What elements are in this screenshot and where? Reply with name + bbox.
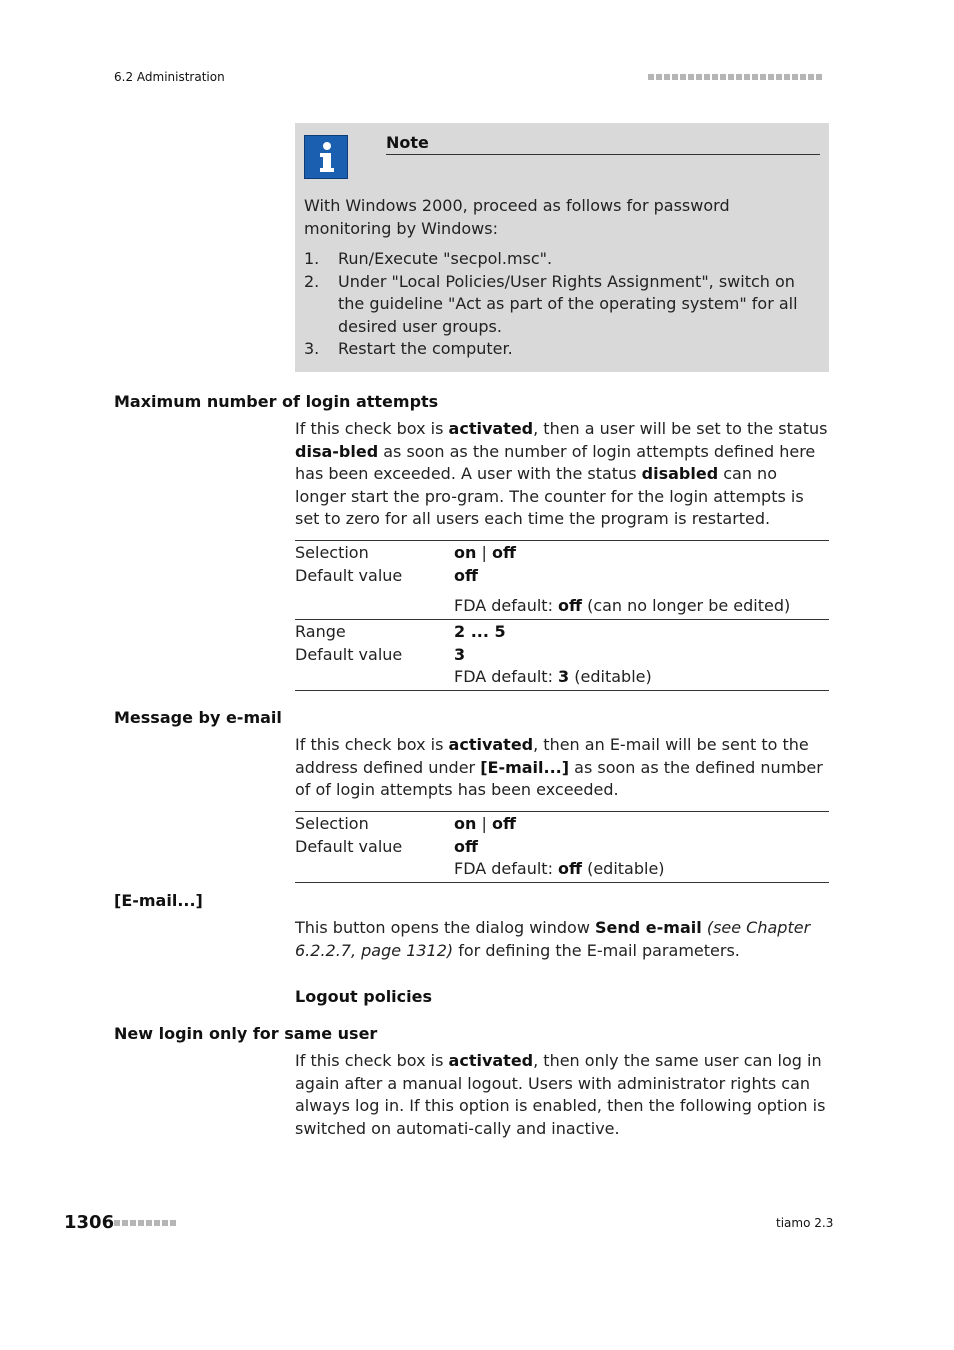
section-heading-new-login: New login only for same user [114,1024,378,1043]
step-number: 3. [304,339,320,358]
step-text: Restart the computer. [338,339,513,358]
step-text: Under "Local Policies/User Rights Assignment", switch on the guideline "Act as part of the operating system" for all desired user groups. [338,271,798,336]
section-heading-email-button: [E-mail...] [114,891,203,910]
step-number: 2. [304,271,320,291]
table-row [295,858,829,881]
info-icon [304,135,348,179]
row-label: Selection [295,814,369,833]
text-run: (editable) [569,667,652,686]
fda-value: 3 [558,667,570,686]
row-label: Default value [295,644,403,664]
fda-default [454,595,790,618]
row-value [454,836,478,859]
row-label: Range [295,622,346,641]
email-message-description [295,734,829,802]
note-intro: With Windows 2000, proceed as follows for password monitoring by Windows: [304,196,730,238]
bold-term: activated [448,419,534,438]
fda-default [454,858,665,881]
bold-term: disa-bled [295,441,379,461]
row-value [454,813,516,836]
bold-term: activated [448,1051,534,1070]
new-login-description [295,1050,829,1140]
page-number: 1306 [64,1212,115,1233]
text-run: for defining the E-mail parameters. [453,940,740,960]
list-item [304,248,819,271]
table-row [295,813,829,836]
option-off: off [491,543,516,562]
table-row [295,666,829,689]
fda-default [454,666,652,689]
default-value: off [454,836,478,856]
text-run: This button opens the dialog window [295,918,596,937]
section-heading-email-message: Message by e-mail [114,708,282,727]
footer-decoration-dots [114,1220,176,1226]
row-label: Selection [295,543,369,562]
table-row [295,621,829,644]
default-value: off [454,565,478,585]
separator: | [476,814,492,833]
range-value: 2 ... 5 [454,622,506,641]
table-row [295,542,829,565]
note-steps [304,248,819,361]
note-box [295,123,829,372]
text-run: If this check box is [295,419,449,438]
email-button-description [295,917,829,962]
table-row [295,595,829,618]
row-value [454,644,465,667]
text-run: (editable) [582,859,665,878]
fda-value: off [558,596,582,615]
row-value [454,621,506,644]
parameter-table-range [295,619,829,691]
text-run: (can no longer be edited) [582,596,791,615]
row-label: Default value [295,836,403,856]
table-row [295,836,829,859]
bold-term: [E-mail...] [480,757,570,777]
list-item [304,338,819,361]
text-run: , then an E-mail will be sent to the address defined under [295,735,809,777]
text-run: If this check box is [295,735,449,754]
table-row [295,565,829,588]
bold-term: Send e-mail [595,918,702,937]
product-name: tiamo 2.3 [776,1216,834,1230]
note-title: Note [386,133,820,155]
section-heading-max-login: Maximum number of login attempts [114,392,439,411]
step-number: 1. [304,249,320,268]
text-run: , then a user will be set to the status [533,419,828,438]
text-run: If this check box is [295,1051,449,1070]
step-text: Run/Execute "secpol.msc". [338,249,553,268]
text-run: FDA default: [454,596,559,615]
row-value [454,542,516,565]
max-login-description [295,418,829,531]
chapter-reference-link[interactable]: (see Chapter 6.2.2.7, page 1312) [295,918,811,960]
default-value: 3 [454,644,466,664]
header-decoration-dots [648,74,828,82]
fda-value: off [558,859,582,878]
text-run: , then only the same user can log in again after a manual logout. Users with administrator rights can always log in. If this option is enabled, then the following option is switched on automati-cally and inactive. [295,1051,826,1138]
list-item [304,271,819,339]
table-row [295,644,829,667]
option-off: off [491,814,516,833]
text-run: can no longer start the pro-gram. The counter for the login attempts is set to zero for all users each time the program is restarted. [295,464,804,528]
subsection-heading-logout: Logout policies [295,987,432,1006]
parameter-table-email [295,811,829,883]
text-run: as soon as the defined number of of login attempts has been exceeded. [295,757,823,799]
bold-term: disabled [641,464,719,483]
row-label: Default value [295,565,403,585]
parameter-table-selection [295,540,829,620]
text-run: as soon as the number of login attempts defined here has been exceeded. A user with the status [295,441,816,483]
option-on: on [454,814,477,833]
text-run: FDA default: [454,667,559,686]
row-value [454,565,478,588]
bold-term: activated [448,735,534,754]
running-header-section: 6.2 Administration [114,70,225,84]
separator: | [476,543,492,562]
option-on: on [454,543,477,562]
text-run: FDA default: [454,859,559,878]
